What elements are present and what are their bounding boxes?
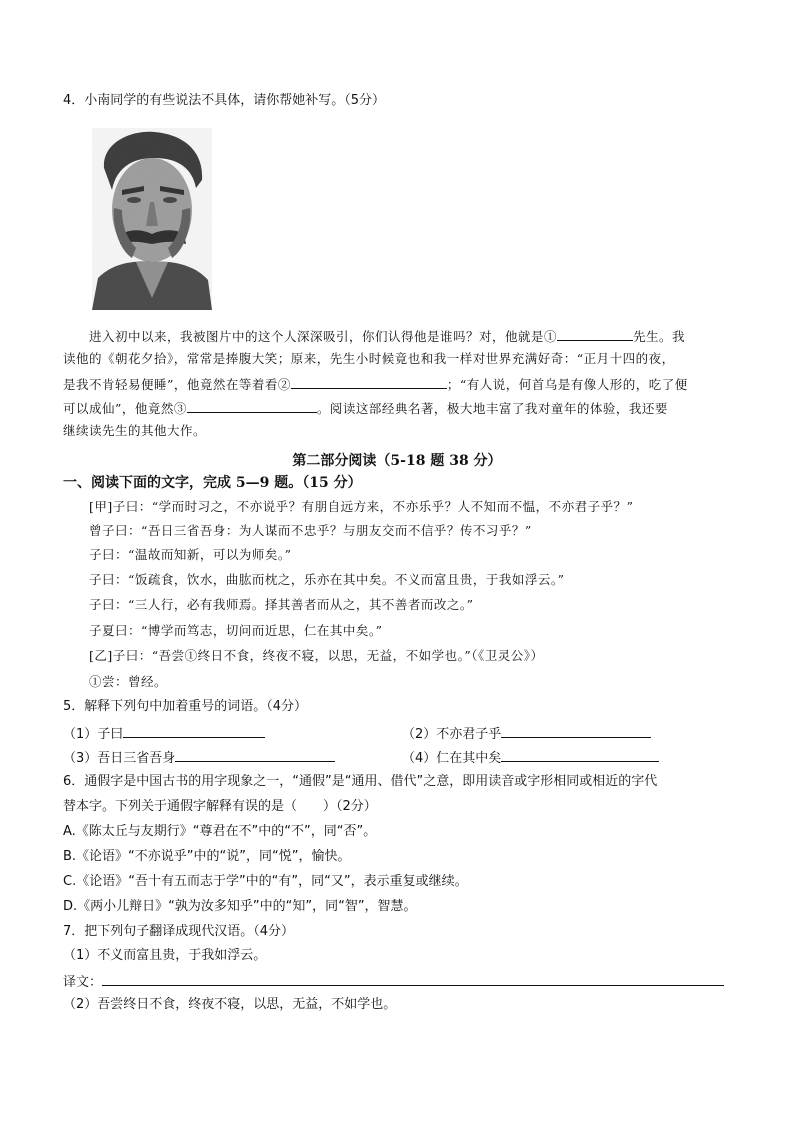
- portrait-image: [92, 128, 212, 310]
- q6-option-d[interactable]: D.《两小儿辩日》“孰为汝多知乎”中的“知”，同“智”，智慧。: [63, 899, 417, 914]
- blank-3[interactable]: [187, 398, 317, 413]
- q7-answer-row: [63, 971, 724, 992]
- text-line-1: [甲]子曰：“学而时习之，不亦说乎？有朋自远方来，不亦乐乎？人不知而不愠，不亦君子乎？”: [89, 499, 634, 514]
- q5-answer-1[interactable]: [123, 723, 265, 738]
- q5-item-label: （2）不亦君子乎: [402, 727, 502, 742]
- question-6-prompt-2: 替本字。下列关于通假字解释有误的是（ ）（2分）: [63, 799, 377, 814]
- question-7-prompt: 7．把下列句子翻译成现代汉语。（4分）: [63, 924, 295, 939]
- blank-1[interactable]: [557, 326, 633, 341]
- q6-option-a[interactable]: A.《陈太丘与友期行》“尊君在不”中的“不”，同“否”。: [63, 824, 377, 839]
- answer-label: 译文：: [63, 975, 103, 990]
- q6-option-c[interactable]: C.《论语》“吾十有五而志于学”中的“有”，同“又”，表示重复或继续。: [63, 874, 468, 889]
- q5-item-1: [63, 723, 265, 744]
- section-1-title: 一、阅读下面的文字，完成 5—9 题。（15 分）: [63, 475, 362, 491]
- q7-sentence-2: （2）吾尝终日不食，终夜不寝，以思，无益，不如学也。: [63, 997, 397, 1012]
- q5-item-4: [402, 747, 659, 768]
- text-line-2: 曾子曰：“吾日三省吾身：为人谋而不忠乎？与朋友交而不信乎？传不习乎？”: [89, 523, 532, 538]
- q5-item-2: [402, 723, 651, 744]
- text-line-6: 子夏曰：“博学而笃志，切问而近思，仁在其中矣。”: [89, 623, 383, 638]
- q7-answer-line[interactable]: [102, 971, 724, 986]
- passage-line-1: [89, 326, 685, 346]
- text-line-5: 子曰：“三人行，必有我师焉。择其善者而从之，其不善者而改之。”: [89, 597, 474, 612]
- text-line-7: [乙]子曰：“吾尝①终日不食，终夜不寝，以思，无益，不如学也。”（《卫灵公》）: [89, 648, 544, 663]
- q6-option-b[interactable]: B.《论语》“不亦说乎”中的“说”，同“悦”，愉快。: [63, 849, 351, 864]
- passage-text: ；“有人说，何首乌是有像人形的，吃了便: [446, 377, 688, 392]
- q5-answer-4[interactable]: [501, 747, 659, 762]
- text-line-4: 子曰：“饭疏食，饮水，曲肱而枕之，乐亦在其中矣。不义而富且贵，于我如浮云。”: [89, 572, 565, 587]
- question-5-prompt: 5．解释下列句中加着重号的词语。（4分）: [63, 699, 308, 714]
- passage-line-2: 读他的《朝花夕拾》，常常是捧腹大笑；原来，先生小时候竟也和我一样对世界充满好奇：“正月十四的夜，: [63, 351, 675, 366]
- passage-text: 可以成仙”，他竟然③: [63, 401, 187, 416]
- passage-text: 进入初中以来，我被图片中的这个人深深吸引，你们认得他是谁吗？对，他就是①: [89, 329, 558, 344]
- passage-text: 。阅读这部经典名著，极大地丰富了我对童年的体验，我还要: [316, 401, 668, 416]
- passage-text: 是我不肯轻易便睡”，他竟然在等着看②: [63, 377, 291, 392]
- q5-item-label: （4）仁在其中矣: [402, 751, 502, 766]
- q5-answer-3[interactable]: [175, 747, 335, 762]
- q5-item-label: （1）子曰: [63, 727, 124, 742]
- q5-item-label: （3）吾日三省吾身: [63, 751, 176, 766]
- text-line-3: 子曰：“温故而知新，可以为师矣。”: [89, 547, 292, 562]
- passage-line-5: 继续读先生的其他大作。: [63, 423, 207, 438]
- question-4-prompt: 4．小南同学的有些说法不具体，请你帮她补写。（5分）: [63, 93, 386, 108]
- footnote: ①尝：曾经。: [89, 674, 168, 689]
- q5-answer-2[interactable]: [501, 723, 651, 738]
- passage-line-3: [63, 374, 688, 394]
- q5-item-3: [63, 747, 335, 768]
- q7-sentence-1: （1）不义而富且贵，于我如浮云。: [63, 948, 267, 963]
- passage-text: 先生。我: [633, 329, 686, 344]
- part-2-title: 第二部分阅读（5-18 题 38 分）: [292, 453, 502, 469]
- blank-2[interactable]: [291, 374, 447, 389]
- passage-line-4: [63, 398, 668, 418]
- question-6-prompt-1: 6．通假字是中国古书的用字现象之一，“通假”是“通用、借代”之意，即用读音或字形相同或相近的字代: [63, 774, 658, 789]
